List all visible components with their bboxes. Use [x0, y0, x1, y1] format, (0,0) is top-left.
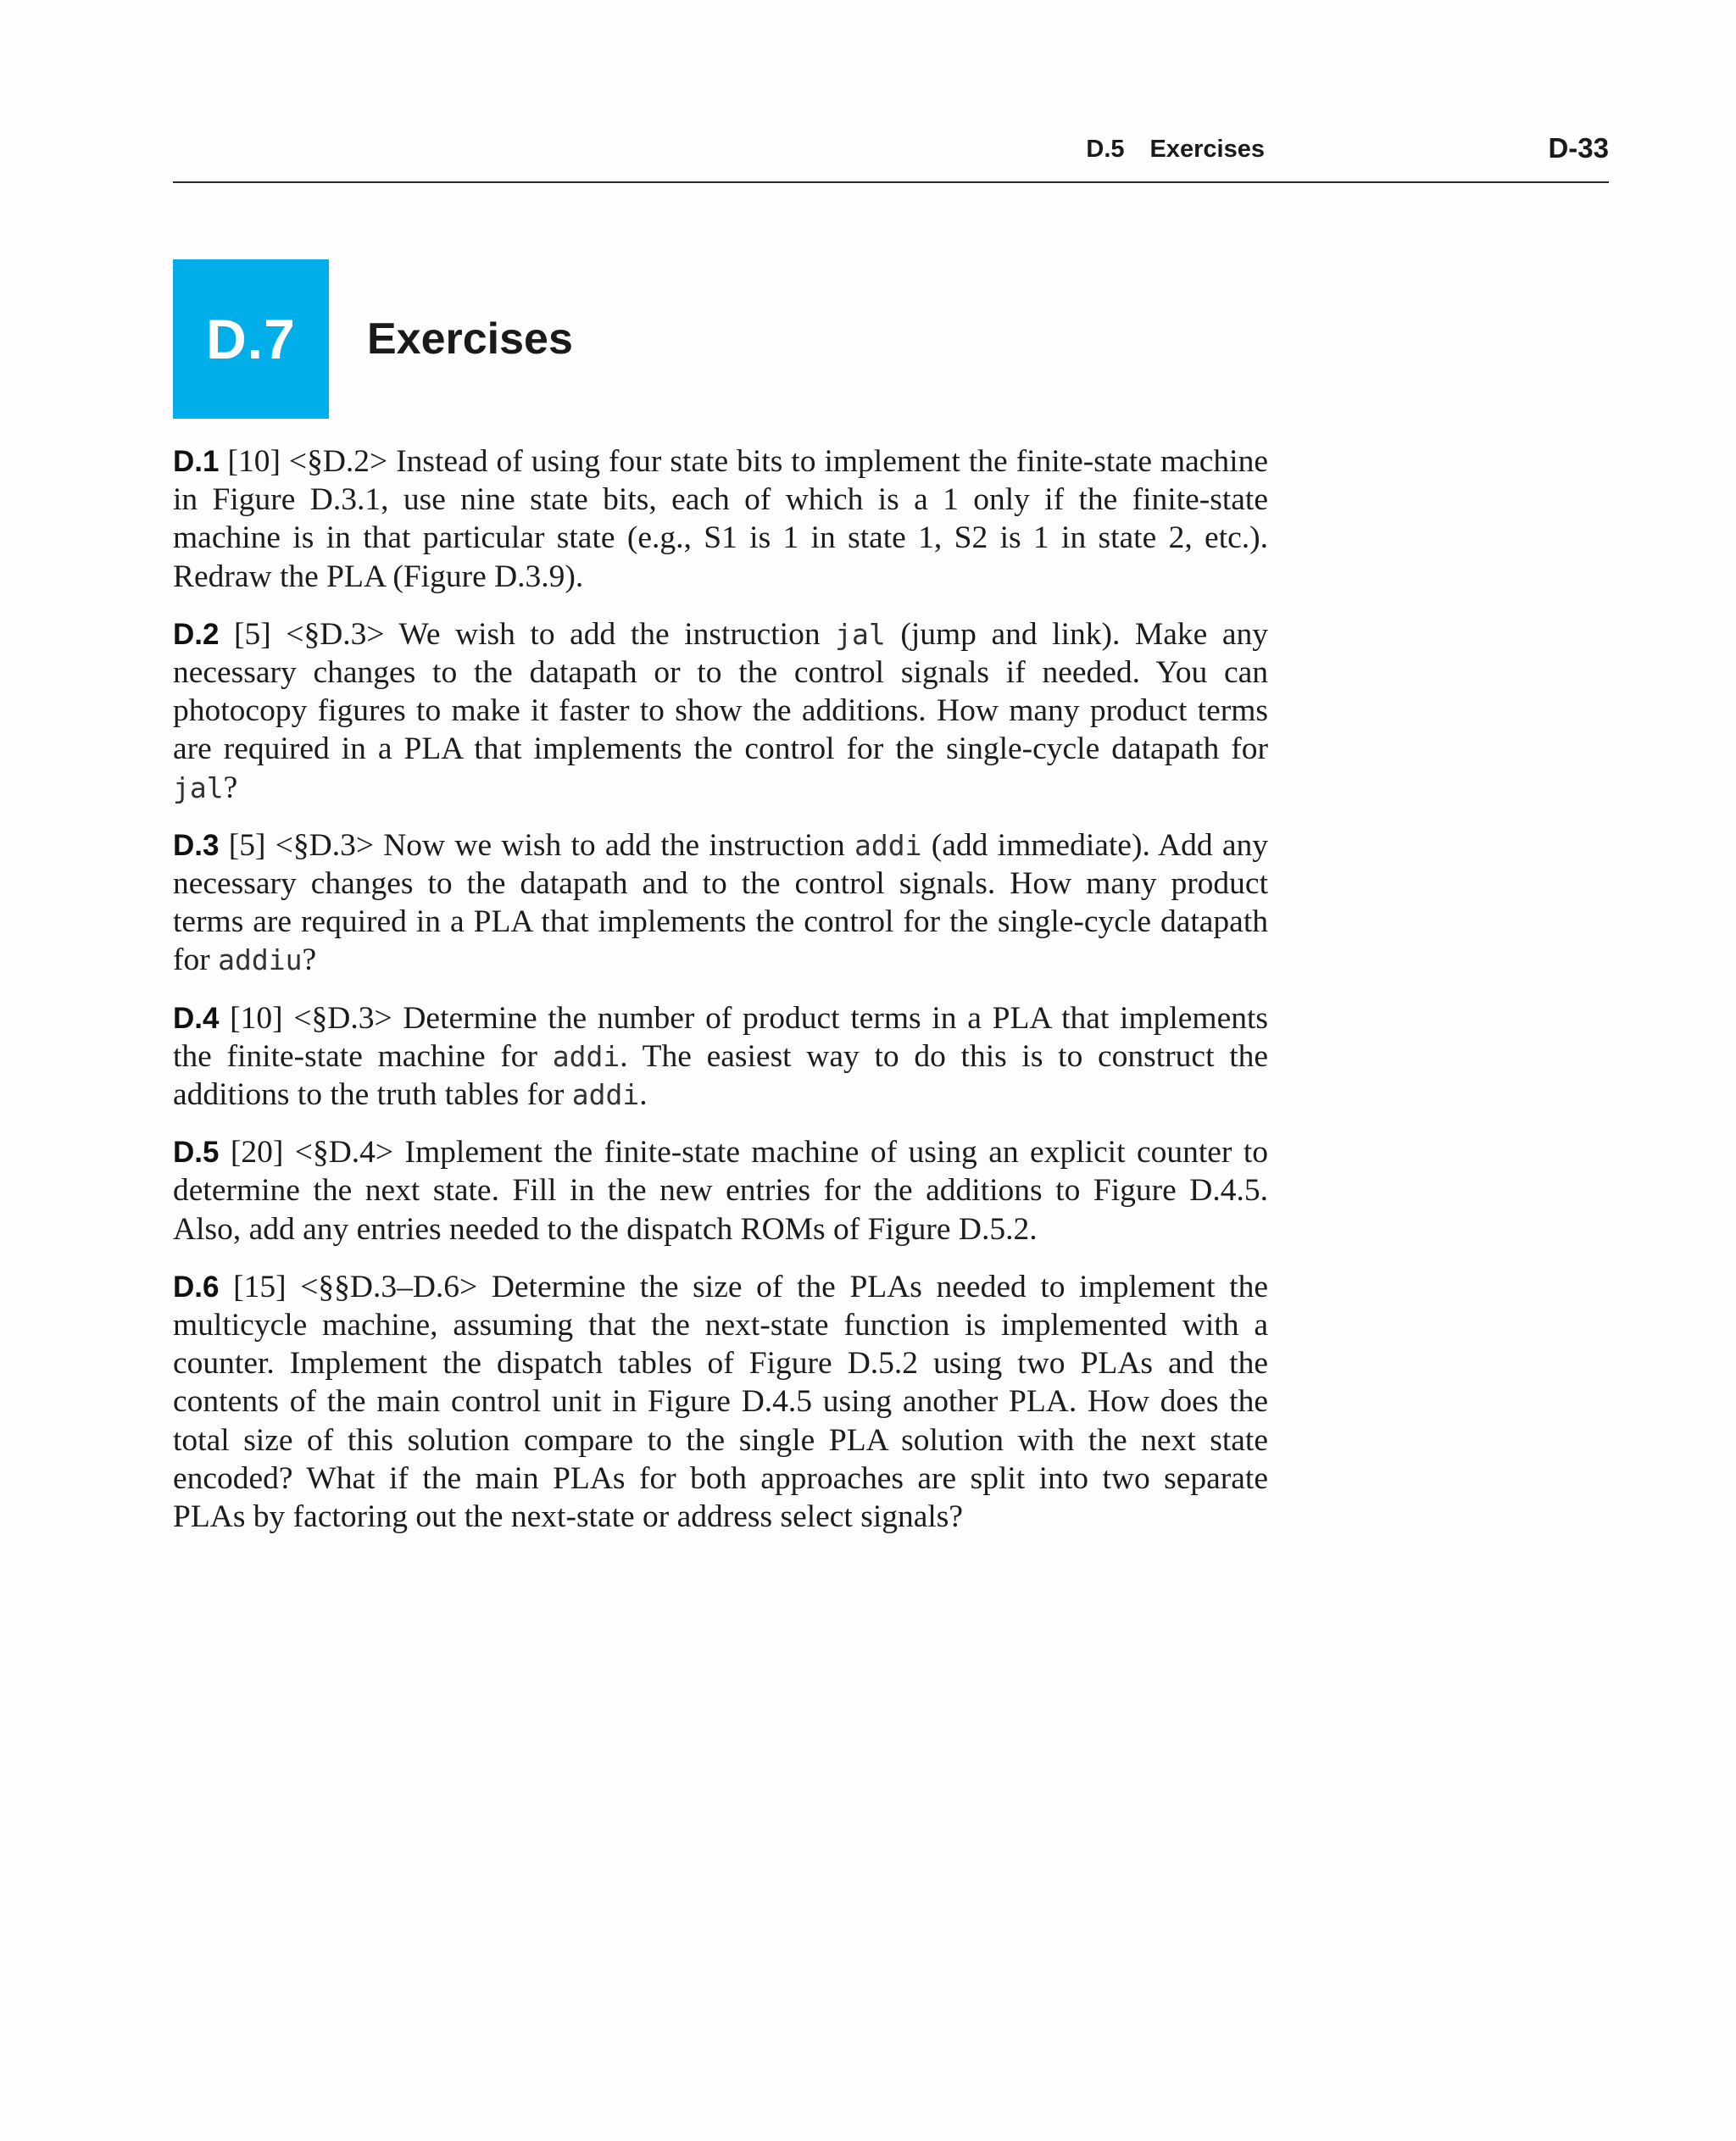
- exercise-text: ?: [223, 770, 238, 805]
- exercise-text: [20] <§D.4> Implement the finite-state machine of using an explicit counter to determine the next state. Fill in the new entries for the additions to Figure D.4.5. Also, add any entries needed to the dispatch ROMs of Figure D.5.2.: [173, 1135, 1268, 1247]
- exercise-list: [173, 442, 1268, 1555]
- exercise-number: D.1: [173, 445, 220, 478]
- page-number: D-33: [1548, 132, 1609, 164]
- code-instruction: addiu: [218, 943, 303, 977]
- exercise-d4: [173, 999, 1268, 1115]
- exercise-text: [10] <§D.3> Determine the number of product terms in a PLA that implements the finite-state machine for: [173, 1000, 1268, 1074]
- running-head-section: [1086, 136, 1265, 164]
- exercise-d2: [173, 615, 1268, 807]
- code-instruction: addi: [854, 828, 922, 862]
- section-number-box: D.7: [173, 259, 329, 419]
- exercise-text: . The easiest way to do this is to construct the additions to the truth tables for: [173, 1038, 1269, 1113]
- exercise-text: [15] <§§D.3–D.6> Determine the size of the PLAs needed to implement the multicycle machine, assuming that the next-state function is implemented with a counter. Implement the dispatch tables of Figure D.5.2 using two PLAs and the contents of the main control unit in Figure D.4.5 using another PLA. How does the total size of this solution compare to the single PLA solution with the next state encoded? What if the main PLAs for both approaches are split into two separate PLAs by factoring out the next-state or address select signals?: [173, 1269, 1268, 1535]
- exercise-d6: [173, 1268, 1268, 1536]
- exercise-text: (jump and link). Make any necessary changes to the datapath or to the control signals if needed. You can photocopy figures to make it faster to show the additions. How many product terms are required in a PLA that implements the control for the single-cycle datapath for: [173, 616, 1268, 767]
- exercise-number: D.5: [173, 1136, 220, 1170]
- exercise-text: [5] <§D.3> We wish to add the instruction: [219, 616, 836, 652]
- exercise-d1: [173, 442, 1268, 596]
- code-instruction: addi: [552, 1039, 620, 1073]
- exercise-text: ?: [302, 943, 317, 978]
- running-head: [173, 127, 1609, 183]
- exercise-text: [5] <§D.3> Now we wish to add the instruction: [219, 827, 855, 863]
- exercise-text: (add immediate). Add any necessary changes to the datapath and to the control signals. How many product terms are required in a PLA that implements the control for the single-cycle datapath for: [173, 827, 1268, 978]
- section-title: Exercises: [367, 314, 573, 364]
- exercise-text: .: [639, 1077, 648, 1113]
- exercise-number: D.2: [173, 617, 220, 651]
- exercise-text: [10] <§D.2> Instead of using four state bits to implement the finite-state machine in Figure D.3.1, use nine state bits, each of which is a 1 only if the finite-state machine is in that particular state (e.g., S1 is 1 in state 1, S2 is 1 in state 2, etc.). Redraw the PLA (Figure D.3.9).: [173, 444, 1268, 594]
- code-instruction: addi: [571, 1078, 640, 1112]
- code-instruction: jal: [173, 770, 224, 804]
- exercise-d3: [173, 826, 1268, 980]
- running-head-section-number: D.5: [1086, 136, 1125, 163]
- exercise-number: D.3: [173, 828, 220, 862]
- running-head-section-title: Exercises: [1149, 136, 1265, 163]
- exercise-d5: [173, 1133, 1268, 1248]
- exercise-number: D.4: [173, 1001, 220, 1035]
- exercise-number: D.6: [173, 1270, 220, 1304]
- code-instruction: jal: [835, 617, 886, 651]
